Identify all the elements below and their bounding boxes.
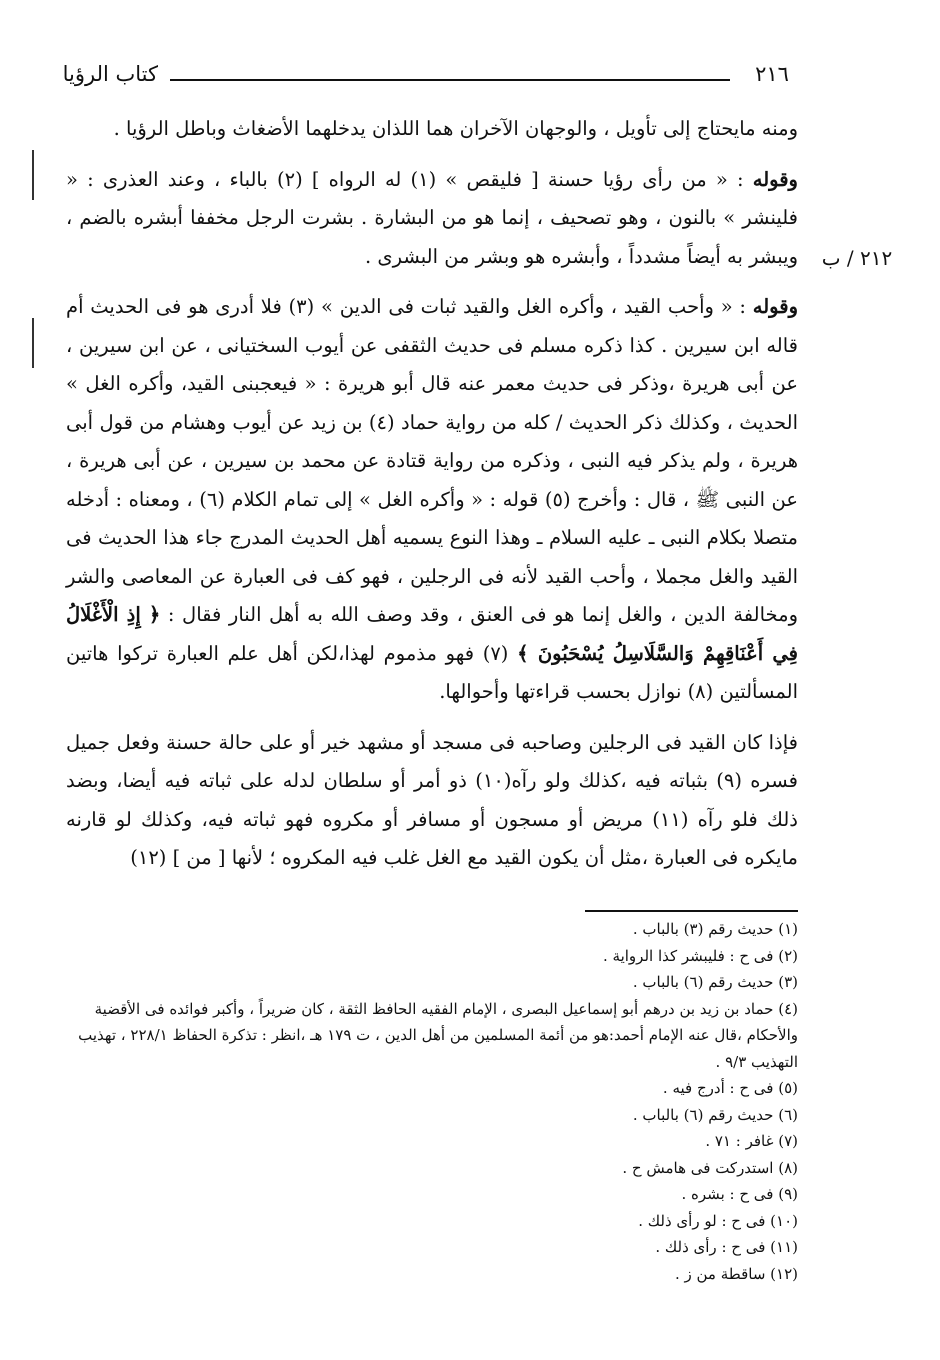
footnote: (١٠) فى ح : لو رأى ذلك .: [638, 1211, 798, 1230]
footnote: (١٢) ساقطة من ز .: [674, 1264, 798, 1283]
paragraph-text: (٧) فهو مذموم لهذا،لكن أهل علم العبارة تركوا هاتين المسألتين (٨) نوازل بحسب قراءتها وأحوالها.: [66, 641, 798, 703]
footnote-rule: [585, 910, 798, 912]
footnote: (٣) حديث رقم (٦) بالباب .: [632, 973, 798, 991]
paragraph-lead: وقوله: [752, 295, 798, 318]
running-title: كتاب الرؤيا: [62, 62, 158, 86]
paragraph-2: [66, 161, 798, 277]
footnote: (٦) حديث رقم (٦) بالباب .: [632, 1105, 798, 1124]
quran-verse: ﴿ إِذِ الْأَغْلَالُ فِي أَعْنَاقِهِمْ وَالسَّلَاسِلُ يُسْحَبُونَ ﴾: [66, 603, 798, 665]
margin-folio-note: ٢١٢ / ب: [821, 246, 893, 270]
page-number: ٢١٦: [755, 62, 789, 86]
footnote: (٢) فى ح : فليبشر كذا الرواية .: [603, 946, 798, 965]
paragraph-1: ومنه مايحتاج إلى تأويل ، والوجهان الآخران هما اللذان يدخلهما الأضغاث وباطل الرؤيا .: [113, 117, 798, 140]
main-text: [66, 110, 798, 890]
margin-mark: [32, 318, 34, 368]
paragraph-3: [66, 288, 798, 712]
header-rule: [170, 79, 730, 81]
footnote: (٩) فى ح : بشره .: [681, 1185, 798, 1203]
footnote: (٥) فى ح : أدرج فيه .: [662, 1079, 798, 1097]
paragraph-4: فإذا كان القيد فى الرجلين وصاحبه فى مسجد أو مشهد خير أو على حالة حسنة وفعل جميل فسره (٩) بثباته فيه ،كذلك ولو رآه(١٠) ذو أمر أو سلطان لدله على ثباته فيه أيضا، وبضد ذلك فلو رآه (١١) مريض أو مسجون أو مسافر أو مكروه فهو ثباته فيه، وكذلك لو قارنه مايكره فى العبارة ،مثل أن يكون القيد مع الغل غلب فيه المكروه ؛ لأنها [ من ] (١٢): [66, 730, 798, 869]
margin-mark: [32, 150, 34, 200]
footnote: (٨) استدركت فى هامش ح .: [622, 1158, 798, 1177]
footnote: (٧) غافر : ٧١ .: [705, 1132, 798, 1150]
paragraph-lead: وقوله: [752, 167, 798, 191]
footnotes: [40, 916, 798, 1287]
footnote: (١١) فى ح : رأى ذلك .: [655, 1238, 798, 1256]
paragraph-text: : « وأحب القيد ، وأكره الغل والقيد ثبات فى الدين » (٣) فلا أدرى هو فى الحديث أم قاله ابن سيرين . كذا ذكره مسلم فى حديث الثقفى عن أيوب السختيانى ، عن ابن سيرين ، عن أبى هريرة ،وذكر فى حديث معمر عنه قال أبو هريرة : « فيعجبنى القيد، وأكره الغل » الحديث ، وكذلك ذكر الحديث / كله من رواية حماد (٤) بن زيد عن أيوب وهشام من قول أبى هريرة ، ولم يذكر فيه النبى ، وذكره من رواية قتادة عن محمد بن سيرين ، عن أبى هريرة ، عن النبى ﷺ ، قال : وأخرج (٥) قوله : « وأكره الغل » إلى تمام الكلام (٦) ، ومعناه : أدخله متصلا بكلام النبى ـ عليه السلام ـ وهذا النوع يسميه أهل الحديث المدرج جاء هذا الحديث فى القيد والغل مجملا ، وأحب القيد لأنه فى الرجلين ، فهو كف فى العبارة عن المعاصى والشر ومخالفة الدين ، والغل إنما هو فى العنق ، وقد وصف الله به أهل النار فقال :: [66, 295, 798, 626]
footnote: (٤) حماد بن زيد بن درهم أبو إسماعيل البصرى ، الإمام الفقيه الحافظ الثقة ، كان ضريراً ، وأكبر فوائده فى الأقضية والأحكام ،قال عنه الإمام أحمد:هو من أئمة المسلمين من أهل الدين ، ت ١٧٩ هـ ،انظر : تذكرة الحفاظ ٢٢٨/١ ، تهذيب التهذيب ٩/٣ .: [78, 999, 798, 1071]
footnote: (١) حديث رقم (٣) بالباب .: [632, 920, 798, 938]
paragraph-text: : « من رأى رؤيا حسنة [ فليقص » (١) له الرواه ] (٢) بالباء ، وعند العذرى : « فلينشر » بالنون ، وهو تصحيف ، إنما هو من البشارة . بشرت الرجل مخففا أبشره بالضم ، ويبشر به أيضاً مشدداً ، وأبشره هو وبشر من البشرى .: [66, 167, 798, 268]
